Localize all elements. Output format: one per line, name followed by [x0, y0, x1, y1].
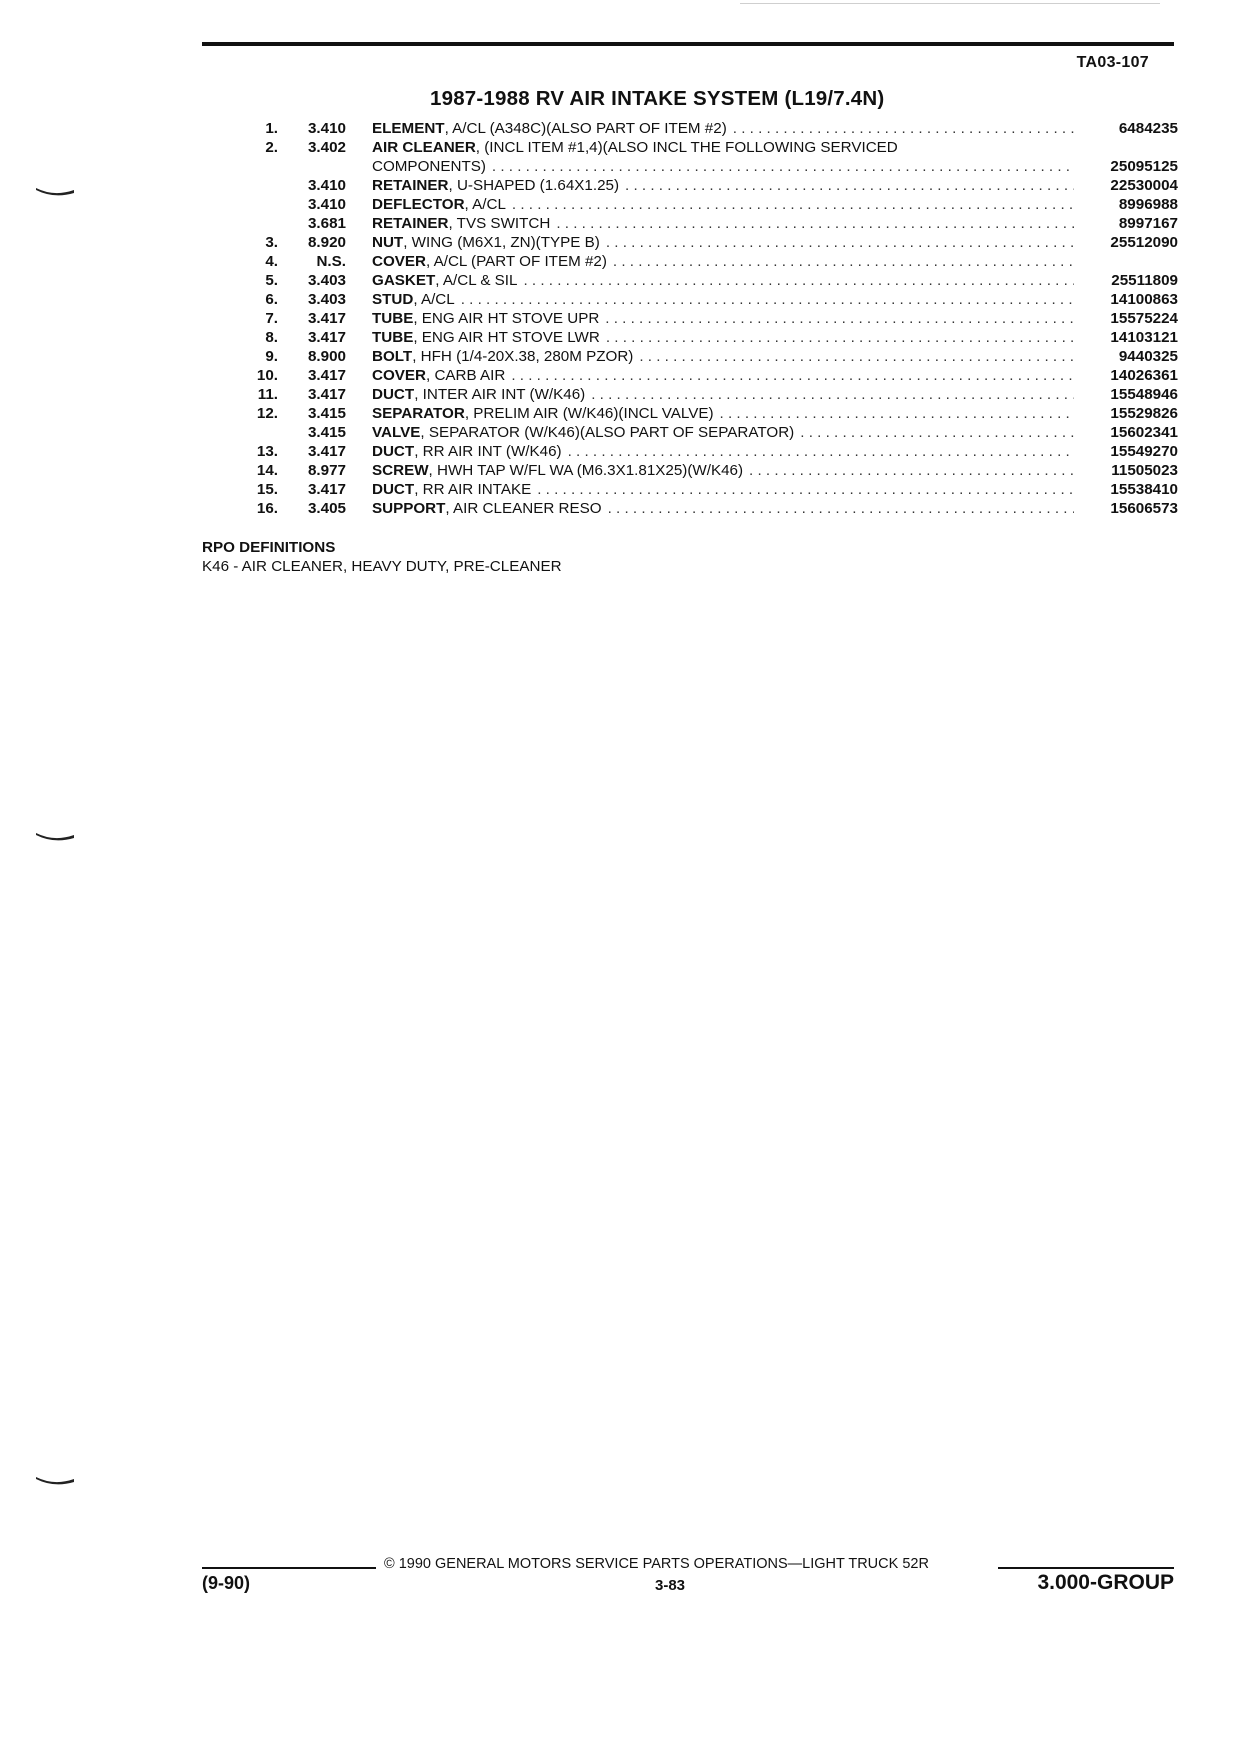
- footer-page-number: 3-83: [655, 1577, 686, 1594]
- part-row: [240, 271, 1178, 290]
- item-number: 3.: [265, 234, 278, 251]
- binder-hole-mark: [36, 830, 74, 844]
- dot-leader: [625, 176, 1074, 195]
- part-detail: , A/CL (A348C)(ALSO PART OF ITEM #2): [444, 120, 727, 137]
- part-number: 15606573: [1110, 500, 1178, 517]
- part-row: [240, 233, 1178, 252]
- group-number: 3.417: [307, 443, 346, 460]
- part-detail: , U-SHAPED (1.64X1.25): [448, 177, 620, 194]
- part-description: [372, 404, 1074, 423]
- footer-date: (9-90): [202, 1573, 251, 1593]
- part-detail: , TVS SWITCH: [448, 215, 551, 232]
- dot-leader: [720, 404, 1074, 423]
- group-number: 3.417: [307, 329, 346, 346]
- part-name: RETAINER: [372, 215, 449, 232]
- part-description: [372, 271, 1074, 290]
- group-number: 3.410: [307, 120, 346, 137]
- part-number: 15538410: [1110, 481, 1178, 498]
- dot-leader: [492, 157, 1074, 176]
- dot-leader: [749, 461, 1074, 480]
- item-number: 11.: [257, 386, 278, 403]
- parts-list: [240, 119, 1178, 518]
- part-description: [372, 138, 1074, 176]
- dot-leader: [537, 480, 1074, 499]
- dot-leader: [568, 442, 1074, 461]
- part-row: [240, 119, 1178, 138]
- binder-hole-mark: [36, 185, 74, 199]
- part-row: [240, 499, 1178, 518]
- part-detail: , AIR CLEANER RESO: [445, 500, 602, 517]
- dot-leader: [606, 328, 1074, 347]
- part-description: [372, 328, 1074, 347]
- part-number: 25511809: [1111, 272, 1178, 289]
- footer-rule-right: [998, 1567, 1174, 1569]
- part-description: [372, 195, 1074, 214]
- item-number: 13.: [256, 443, 278, 460]
- part-number: 11505023: [1111, 462, 1178, 479]
- dot-leader: [733, 119, 1074, 138]
- part-detail: , RR AIR INTAKE: [414, 481, 532, 498]
- dot-leader: [461, 290, 1074, 309]
- part-detail: , A/CL: [464, 196, 506, 213]
- part-description: [372, 499, 1074, 518]
- part-number: 15548946: [1110, 386, 1178, 403]
- group-number: 3.405: [307, 500, 346, 517]
- part-description: [372, 442, 1074, 461]
- group-number: 3.403: [307, 291, 346, 308]
- part-name: NUT: [372, 234, 404, 251]
- item-number: 14.: [256, 462, 278, 479]
- rpo-definition: K46 - AIR CLEANER, HEAVY DUTY, PRE-CLEANER: [202, 558, 562, 575]
- part-detail: , INTER AIR INT (W/K46): [414, 386, 586, 403]
- part-description: [372, 461, 1074, 480]
- part-description: [372, 423, 1074, 442]
- part-name: DUCT: [372, 386, 415, 403]
- dot-leader: [800, 423, 1074, 442]
- part-detail-continued: COMPONENTS): [372, 158, 486, 175]
- part-name: SEPARATOR: [372, 405, 465, 422]
- part-row: [240, 442, 1178, 461]
- part-number: 6484235: [1118, 120, 1178, 137]
- part-number: 15602341: [1110, 424, 1178, 441]
- part-detail: , (INCL ITEM #1,4)(ALSO INCL THE FOLLOWING SERVICED: [475, 139, 898, 156]
- part-row: [240, 214, 1178, 233]
- part-name: COVER: [372, 367, 427, 384]
- part-row: [240, 309, 1178, 328]
- item-number: 10.: [256, 367, 278, 384]
- part-detail: , SEPARATOR (W/K46)(ALSO PART OF SEPARATOR): [420, 424, 795, 441]
- part-name: BOLT: [372, 348, 413, 365]
- rpo-definitions: [202, 538, 562, 576]
- document-code: TA03-107: [1076, 54, 1149, 71]
- part-number: 15529826: [1110, 405, 1178, 422]
- group-number: 8.920: [307, 234, 346, 251]
- group-number: N.S.: [316, 253, 346, 270]
- part-description: [372, 290, 1074, 309]
- group-number: 3.417: [307, 310, 346, 327]
- part-number: 15575224: [1110, 310, 1178, 327]
- part-description: [372, 214, 1074, 233]
- item-number: 9.: [265, 348, 278, 365]
- part-number: 14100863: [1110, 291, 1178, 308]
- part-name: DEFLECTOR: [372, 196, 465, 213]
- part-row: [240, 252, 1178, 271]
- part-name: RETAINER: [372, 177, 449, 194]
- group-number: 3.417: [307, 367, 346, 384]
- part-row: [240, 328, 1178, 347]
- part-number: 25512090: [1110, 234, 1178, 251]
- dot-leader: [605, 309, 1074, 328]
- dot-leader: [608, 499, 1074, 518]
- footer-copyright: © 1990 GENERAL MOTORS SERVICE PARTS OPERATIONS—LIGHT TRUCK 52R: [384, 1556, 929, 1572]
- dot-leader: [639, 347, 1074, 366]
- part-row: [240, 404, 1178, 423]
- part-row: [240, 195, 1178, 214]
- part-name: ELEMENT: [372, 120, 445, 137]
- part-detail: , HFH (1/4-20X.38, 280M PZOR): [412, 348, 634, 365]
- group-number: 3.415: [307, 405, 346, 422]
- part-description: [372, 480, 1074, 499]
- dot-leader: [591, 385, 1074, 404]
- binder-hole-mark: [36, 1474, 74, 1488]
- part-number: 14103121: [1110, 329, 1178, 346]
- footer-group-label: 3.000-GROUP: [1037, 1571, 1174, 1594]
- part-name: DUCT: [372, 443, 415, 460]
- header-rule: [202, 42, 1174, 46]
- part-name: DUCT: [372, 481, 415, 498]
- page-title: 1987-1988 RV AIR INTAKE SYSTEM (L19/7.4N): [430, 87, 885, 110]
- part-detail: , WING (M6X1, ZN)(TYPE B): [403, 234, 600, 251]
- dot-leader: [523, 271, 1074, 290]
- part-detail: , RR AIR INT (W/K46): [414, 443, 562, 460]
- group-number: 8.900: [307, 348, 346, 365]
- part-name: COVER: [372, 253, 427, 270]
- item-number: 7.: [265, 310, 278, 327]
- part-detail: , HWH TAP W/FL WA (M6.3X1.81X25)(W/K46): [428, 462, 744, 479]
- part-row: [240, 366, 1178, 385]
- part-number: 22530004: [1110, 177, 1178, 194]
- part-name: GASKET: [372, 272, 436, 289]
- part-row: [240, 423, 1178, 442]
- item-number: 12.: [256, 405, 278, 422]
- part-detail: , A/CL (PART OF ITEM #2): [426, 253, 607, 270]
- dot-leader: [606, 233, 1074, 252]
- part-number: 14026361: [1110, 367, 1178, 384]
- part-name: STUD: [372, 291, 414, 308]
- item-number: 15.: [256, 481, 278, 498]
- item-number: 2.: [265, 139, 278, 156]
- part-row: [240, 176, 1178, 195]
- group-number: 3.415: [307, 424, 346, 441]
- part-detail: , PRELIM AIR (W/K46)(INCL VALVE): [464, 405, 714, 422]
- part-description: [372, 119, 1074, 138]
- part-name: SUPPORT: [372, 500, 446, 517]
- part-description: [372, 233, 1074, 252]
- part-description: [372, 176, 1074, 195]
- part-row: [240, 290, 1178, 309]
- part-description: [372, 309, 1074, 328]
- group-number: 3.681: [307, 215, 346, 232]
- part-detail: , ENG AIR HT STOVE UPR: [413, 310, 600, 327]
- group-number: 3.410: [307, 196, 346, 213]
- part-name: VALVE: [372, 424, 421, 441]
- part-row: [240, 385, 1178, 404]
- item-number: 8.: [265, 329, 278, 346]
- part-number: 25095125: [1110, 158, 1178, 175]
- rpo-heading: RPO DEFINITIONS: [202, 539, 336, 556]
- part-name: SCREW: [372, 462, 429, 479]
- item-number: 6.: [265, 291, 278, 308]
- part-row: [240, 347, 1178, 366]
- group-number: 3.410: [307, 177, 346, 194]
- part-number: 8996988: [1118, 196, 1178, 213]
- part-row: [240, 461, 1178, 480]
- group-number: 3.403: [307, 272, 346, 289]
- dot-leader: [613, 252, 1074, 271]
- item-number: 5.: [265, 272, 278, 289]
- dot-leader: [512, 195, 1074, 214]
- part-number: 9440325: [1118, 348, 1178, 365]
- part-number: 8997167: [1118, 215, 1178, 232]
- part-name: TUBE: [372, 329, 414, 346]
- part-number: 15549270: [1110, 443, 1178, 460]
- footer-rule-left: [202, 1567, 376, 1569]
- part-detail: , A/CL: [413, 291, 455, 308]
- part-description: [372, 252, 1074, 271]
- group-number: 3.417: [307, 481, 346, 498]
- part-description: [372, 366, 1074, 385]
- part-row: [240, 138, 1178, 176]
- part-detail: , ENG AIR HT STOVE LWR: [413, 329, 600, 346]
- part-description: [372, 385, 1074, 404]
- part-name: TUBE: [372, 310, 414, 327]
- part-name: AIR CLEANER: [372, 139, 476, 156]
- dot-leader: [511, 366, 1074, 385]
- part-description: [372, 347, 1074, 366]
- item-number: 1.: [265, 120, 278, 137]
- group-number: 3.417: [307, 386, 346, 403]
- group-number: 3.402: [307, 139, 346, 156]
- dot-leader: [556, 214, 1074, 233]
- item-number: 4.: [265, 253, 278, 270]
- part-detail: , A/CL & SIL: [435, 272, 518, 289]
- scan-edge-line: [740, 3, 1160, 4]
- item-number: 16.: [256, 500, 278, 517]
- part-row: [240, 480, 1178, 499]
- group-number: 8.977: [307, 462, 346, 479]
- part-detail: , CARB AIR: [426, 367, 506, 384]
